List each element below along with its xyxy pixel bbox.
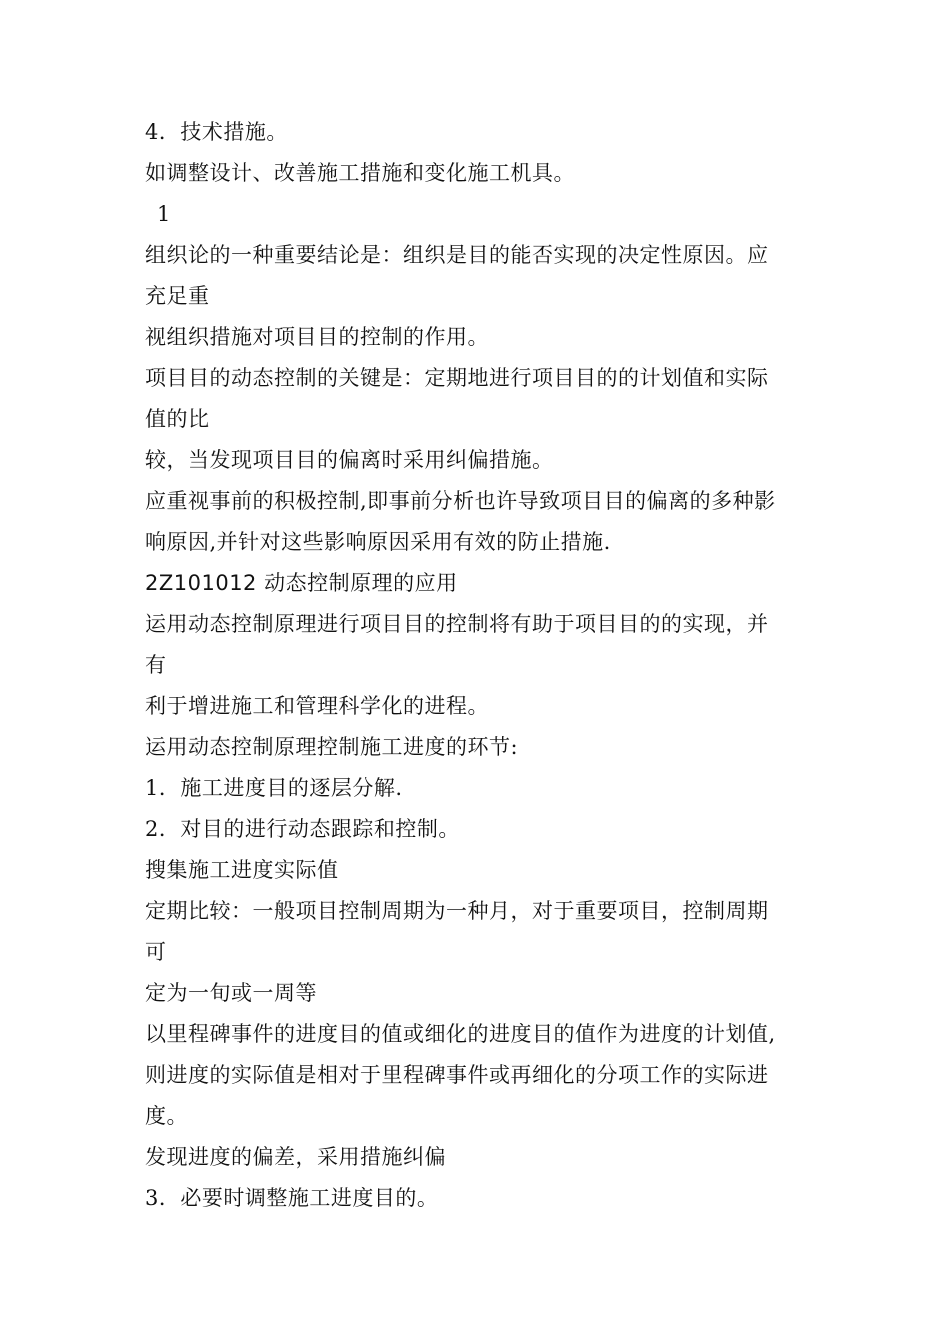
paragraph-line: 度。 (145, 1104, 188, 1128)
list-item-technical-measures: 4．技术措施。 (145, 120, 288, 144)
paragraph-line: 组织论的一种重要结论是：组织是目的能否实现的决定性原因。应 (145, 243, 769, 267)
list-item: 3．必要时调整施工进度目的。 (145, 1186, 439, 1210)
paragraph-line: 发现进度的偏差，采用措施纠偏 (145, 1145, 446, 1169)
paragraph-line: 项目目的动态控制的关键是：定期地进行项目目的的计划值和实际 (145, 366, 769, 390)
paragraph-line: 如调整设计、改善施工措施和变化施工机具。 (145, 161, 575, 185)
paragraph-line: 运用动态控制原理进行项目目的控制将有助于项目目的的实现，并 (145, 612, 769, 636)
paragraph-line: 利于增进施工和管理科学化的进程。 (145, 694, 489, 718)
list-item: 1．施工进度目的逐层分解. (145, 776, 403, 800)
paragraph-line: 以里程碑事件的进度目的值或细化的进度目的值作为进度的计划值, (145, 1022, 776, 1046)
paragraph-line: 搜集施工进度实际值 (145, 858, 339, 882)
paragraph-line: 则进度的实际值是相对于里程碑事件或再细化的分项工作的实际进 (145, 1063, 769, 1087)
paragraph-line: 响原因,并针对这些影响原因采用有效的防止措施. (145, 530, 611, 554)
section-heading: 2Z101012 动态控制原理的应用 (145, 571, 458, 595)
paragraph-line: 较，当发现项目目的偏离时采用纠偏措施。 (145, 448, 554, 472)
page-number-marker: 1 (157, 202, 171, 226)
paragraph-line: 值的比 (145, 407, 210, 431)
document-body (145, 112, 815, 1219)
paragraph-line: 充足重 (145, 284, 210, 308)
paragraph-line: 定期比较：一般项目控制周期为一种月，对于重要项目，控制周期 (145, 899, 769, 923)
paragraph-line: 应重视事前的积极控制,即事前分析也许导致项目目的偏离的多种影 (145, 489, 776, 513)
paragraph-line: 可 (145, 940, 167, 964)
paragraph-line: 运用动态控制原理控制施工进度的环节: (145, 735, 519, 759)
paragraph-line: 定为一旬或一周等 (145, 981, 317, 1005)
list-item: 2．对目的进行动态跟踪和控制。 (145, 817, 460, 841)
paragraph-line: 视组织措施对项目目的控制的作用。 (145, 325, 489, 349)
paragraph-line: 有 (145, 653, 167, 677)
